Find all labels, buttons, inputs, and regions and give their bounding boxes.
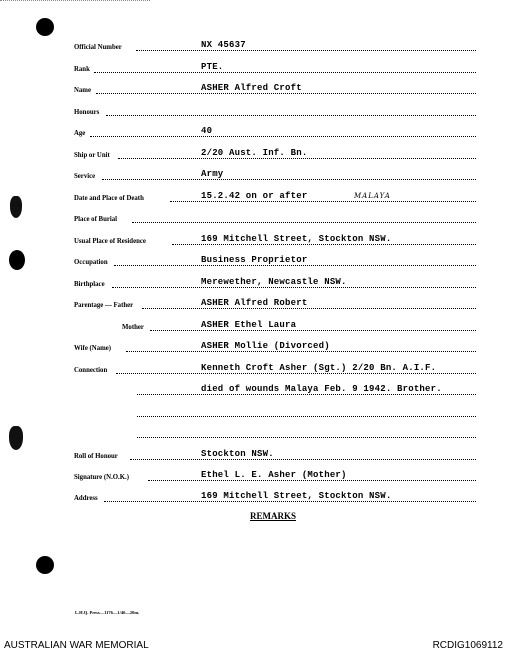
- punch-hole-icon: [36, 18, 54, 36]
- connection-continuation: [74, 425, 476, 439]
- dotted-line: [104, 501, 476, 502]
- dotted-line: [142, 308, 476, 309]
- field-value: 15.2.42 on or after: [201, 191, 308, 201]
- field-label: Date and Place of Death: [74, 195, 144, 202]
- field-wife: [74, 339, 476, 353]
- dotted-line: [170, 201, 476, 202]
- field-value: 169 Mitchell Street, Stockton NSW.: [201, 234, 392, 244]
- dotted-line: [106, 115, 476, 116]
- field-label: Ship or Unit: [74, 152, 110, 159]
- field-value: Kenneth Croft Asher (Sgt.) 2/20 Bn. A.I.F.: [201, 363, 437, 373]
- field-service: [74, 167, 476, 181]
- dotted-line: [118, 158, 476, 159]
- dotted-line: [96, 93, 476, 94]
- connection-continuation: [74, 382, 476, 396]
- field-value: Business Proprietor: [201, 255, 308, 265]
- connection-continuation: [74, 404, 476, 418]
- dotted-line: [137, 394, 476, 395]
- field-value: died of wounds Malaya Feb. 9 1942. Brother.: [201, 384, 442, 394]
- field-label: Rank: [74, 66, 90, 73]
- dotted-line: [137, 416, 476, 417]
- dotted-line: [172, 244, 476, 245]
- dotted-line: [148, 480, 476, 481]
- field-value: 169 Mitchell Street, Stockton NSW.: [201, 491, 392, 501]
- field-official-number: [74, 38, 476, 52]
- field-label: Parentage — Father: [74, 302, 134, 309]
- field-label: Age: [74, 130, 86, 137]
- field-date-place-death: [74, 189, 476, 203]
- field-label: Occupation: [74, 259, 108, 266]
- field-occupation: [74, 253, 476, 267]
- dotted-line: [102, 179, 476, 180]
- dotted-line: [132, 222, 476, 223]
- field-value: ASHER Alfred Croft: [201, 83, 302, 93]
- archive-footer: [0, 638, 507, 654]
- field-value: ASHER Ethel Laura: [201, 320, 297, 330]
- field-ship-or-unit: [74, 146, 476, 160]
- dotted-line: [130, 459, 476, 460]
- field-value: NX 45637: [201, 40, 246, 50]
- field-father: [74, 296, 476, 310]
- punch-hole-icon: [36, 556, 54, 574]
- dotted-line: [116, 373, 476, 374]
- field-rank: [74, 60, 476, 74]
- field-value: 2/20 Aust. Inf. Bn.: [201, 148, 308, 158]
- punch-hole-icon: [10, 196, 22, 218]
- field-label: Signature (N.O.K.): [74, 474, 130, 481]
- field-value: Ethel L. E. Asher (Mother): [201, 470, 347, 480]
- field-value: 40: [201, 126, 213, 136]
- field-place-of-burial: [74, 210, 476, 224]
- field-age: [74, 124, 476, 138]
- field-label: Honours: [74, 109, 100, 116]
- handwritten-annotation: MALAYA: [354, 192, 391, 200]
- field-value: ASHER Alfred Robert: [201, 298, 308, 308]
- field-name: [74, 81, 476, 95]
- record-id: RCDIG1069112: [432, 640, 503, 651]
- field-roll-of-honour: [74, 447, 476, 461]
- field-address: [74, 489, 476, 503]
- field-connection: [74, 361, 476, 375]
- printer-imprint: L.H.Q. Press—1176—1/46—20m.: [75, 610, 140, 615]
- dotted-line: [90, 136, 476, 137]
- remarks-heading: REMARKS: [250, 511, 297, 521]
- field-label: Usual Place of Residence: [74, 238, 146, 245]
- field-value: Merewether, Newcastle NSW.: [201, 277, 347, 287]
- field-label: Birthplace: [74, 281, 105, 288]
- field-label: Service: [74, 173, 96, 180]
- field-honours: [74, 103, 476, 117]
- field-birthplace: [74, 275, 476, 289]
- archive-name: AUSTRALIAN WAR MEMORIAL: [4, 640, 149, 651]
- dotted-line: [114, 265, 476, 266]
- field-value: Army: [201, 169, 224, 179]
- field-value: PTE.: [201, 62, 224, 72]
- field-label: Wife (Name): [74, 345, 112, 352]
- field-label: Name: [74, 87, 91, 94]
- dotted-line: [112, 287, 476, 288]
- dotted-line: [136, 50, 476, 51]
- field-value: ASHER Mollie (Divorced): [201, 341, 330, 351]
- field-mother: [74, 318, 476, 332]
- field-label: Address: [74, 495, 98, 502]
- field-label: Official Number: [74, 44, 122, 51]
- field-label: Connection: [74, 367, 108, 374]
- field-label: Roll of Honour: [74, 453, 118, 460]
- field-value: Stockton NSW.: [201, 449, 274, 459]
- field-usual-residence: [74, 232, 476, 246]
- scan-edge: [0, 0, 150, 4]
- field-label: Place of Burial: [74, 216, 118, 223]
- punch-hole-icon: [9, 250, 25, 270]
- dotted-line: [137, 437, 476, 438]
- dotted-line: [94, 72, 476, 73]
- field-signature: [74, 468, 476, 482]
- field-label: Mother: [122, 324, 144, 331]
- punch-hole-icon: [9, 426, 23, 450]
- dotted-line: [126, 351, 476, 352]
- dotted-line: [150, 330, 476, 331]
